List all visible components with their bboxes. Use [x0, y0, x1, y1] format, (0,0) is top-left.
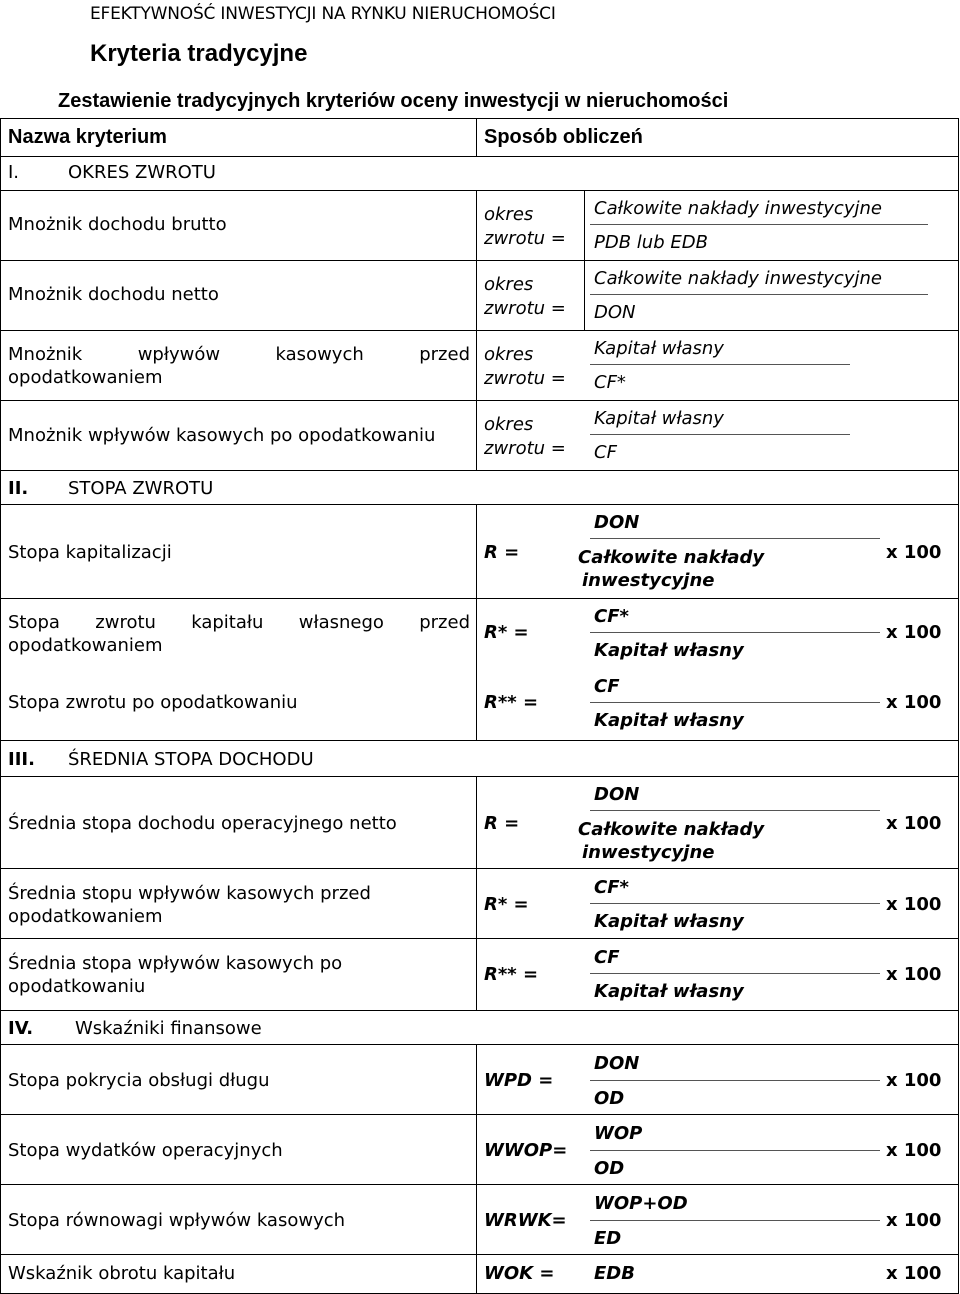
criterion-name: Stopa wydatków operacyjnych: [8, 1140, 283, 1161]
formula-denominator: Kapitał własny: [594, 911, 744, 932]
formula-lhs: R =: [484, 813, 520, 834]
formula-lhs: WWOP=: [484, 1140, 568, 1161]
formula-numerator: WOP+OD: [594, 1193, 688, 1214]
formula-lhs: WRWK=: [484, 1210, 567, 1231]
formula-lhs: zwrotu =: [484, 368, 566, 389]
row-divider: [0, 1010, 959, 1011]
formula-numerator: CF*: [594, 606, 629, 627]
formula-denominator: inwestycyjne: [582, 570, 715, 591]
section-title: ŚREDNIA STOPA DOCHODU: [68, 749, 314, 770]
formula-denominator: CF: [594, 442, 617, 463]
formula-numerator: Całkowite nakłady inwestycyjne: [594, 268, 882, 289]
formula-lhs: R* =: [484, 622, 529, 643]
criterion-name: Mnożnik wpływów kasowych przed opodatkowaniem: [8, 344, 470, 388]
row-divider: [0, 1044, 959, 1045]
multiplier: x 100: [886, 1210, 942, 1231]
formula-numerator: CF: [594, 947, 620, 968]
row-divider: [0, 400, 959, 401]
running-title: EFEKTYWNOŚĆ INWESTYCJI NA RYNKU NIERUCHOMOŚCI: [90, 4, 556, 24]
table-caption: Zestawienie tradycyjnych kryteriów oceny inwestycji w nieruchomości: [58, 90, 729, 112]
multiplier: x 100: [886, 1263, 942, 1284]
fraction-bar: [590, 632, 880, 633]
formula-numerator: CF: [594, 676, 620, 697]
row-divider: [0, 260, 959, 261]
formula-lhs: zwrotu =: [484, 228, 566, 249]
row-divider: [0, 190, 959, 191]
section-title: OKRES ZWROTU: [68, 162, 216, 183]
table-top-border: [0, 118, 959, 119]
formula-lhs: zwrotu =: [484, 298, 566, 319]
formula-denominator: ED: [594, 1228, 622, 1249]
row-divider: [0, 868, 959, 869]
formula-lhs: okres: [484, 274, 534, 295]
formula-numerator: CF*: [594, 877, 629, 898]
row-divider: [0, 740, 959, 741]
criterion-name: Mnożnik dochodu brutto: [8, 214, 227, 235]
fraction-bar: [590, 364, 850, 365]
formula-value: EDB: [594, 1263, 635, 1284]
row-divider: [0, 330, 959, 331]
multiplier: x 100: [886, 894, 942, 915]
formula-numerator: Kapitał własny: [594, 408, 724, 429]
formula-numerator: DON: [594, 1053, 640, 1074]
row-divider: [0, 938, 959, 939]
formula-denominator: Kapitał własny: [594, 981, 744, 1002]
formula-lhs: R** =: [484, 964, 539, 985]
criterion-name: Średnia stopa wpływów kasowych po opodatkowaniu: [8, 953, 343, 997]
formula-denominator: CF*: [594, 372, 626, 393]
column-divider: [476, 504, 477, 740]
fraction-bar: [590, 1150, 880, 1151]
header-column-divider: [476, 118, 477, 156]
criterion-name: Stopa zwrotu kapitału własnego przed opodatkowaniem: [8, 612, 470, 656]
formula-denominator: Całkowite nakłady: [578, 819, 765, 840]
formula-numerator: WOP: [594, 1123, 643, 1144]
multiplier: x 100: [886, 692, 942, 713]
formula-numerator: DON: [594, 512, 640, 533]
section-number: III.: [8, 749, 35, 770]
column-header-method: Sposób obliczeń: [484, 126, 643, 148]
multiplier: x 100: [886, 813, 942, 834]
section-title: Wskaźniki finansowe: [75, 1018, 262, 1039]
formula-denominator: PDB lub EDB: [594, 232, 708, 253]
criterion-name: Mnożnik dochodu netto: [8, 284, 219, 305]
criterion-name: Wskaźnik obrotu kapitału: [8, 1263, 236, 1284]
column-header-name: Nazwa kryterium: [8, 126, 167, 148]
formula-denominator: inwestycyjne: [582, 842, 715, 863]
row-divider: [0, 470, 959, 471]
formula-denominator: DON: [594, 302, 636, 323]
section-number: I.: [8, 162, 20, 183]
section-number: II.: [8, 478, 29, 499]
table-left-border: [0, 118, 1, 1294]
formula-lhs: okres: [484, 344, 534, 365]
row-divider: [0, 1184, 959, 1185]
formula-denominator: Całkowite nakłady: [578, 547, 765, 568]
formula-denominator: Kapitał własny: [594, 640, 744, 661]
row-divider: [0, 1254, 959, 1255]
formula-lhs: R* =: [484, 894, 529, 915]
criterion-name: Mnożnik wpływów kasowych po opodatkowaniu: [8, 425, 436, 446]
row-divider: [0, 776, 959, 777]
formula-lhs: WPD =: [484, 1070, 554, 1091]
fraction-bar: [590, 973, 880, 974]
row-divider: [0, 156, 959, 157]
section-title: STOPA ZWROTU: [68, 478, 214, 499]
row-divider: [0, 598, 959, 599]
multiplier: x 100: [886, 1140, 942, 1161]
formula-numerator: Całkowite nakłady inwestycyjne: [594, 198, 882, 219]
row-divider: [0, 504, 959, 505]
fraction-bar: [590, 810, 880, 811]
criterion-name: Stopa kapitalizacji: [8, 542, 172, 563]
criterion-name: Średnia stopu wpływów kasowych przed opodatkowaniem: [8, 883, 371, 927]
formula-lhs: R** =: [484, 692, 539, 713]
formula-numerator: Kapitał własny: [594, 338, 724, 359]
fraction-bar: [590, 1080, 880, 1081]
criterion-name: Stopa pokrycia obsługi długu: [8, 1070, 270, 1091]
column-divider: [476, 1044, 477, 1294]
table-right-border: [958, 118, 959, 1294]
multiplier: x 100: [886, 964, 942, 985]
formula-lhs: okres: [484, 204, 534, 225]
formula-denominator: OD: [594, 1158, 625, 1179]
multiplier: x 100: [886, 542, 942, 563]
formula-lhs: okres: [484, 414, 534, 435]
criterion-name: Stopa równowagi wpływów kasowych: [8, 1210, 346, 1231]
page-title: Kryteria tradycyjne: [90, 40, 308, 67]
formula-numerator: DON: [594, 784, 640, 805]
multiplier: x 100: [886, 622, 942, 643]
fraction-bar: [590, 434, 850, 435]
criterion-name: Stopa zwrotu po opodatkowaniu: [8, 692, 298, 713]
fraction-bar: [590, 538, 880, 539]
column-divider: [476, 776, 477, 1010]
formula-denominator: Kapitał własny: [594, 710, 744, 731]
formula-lhs: WOK =: [484, 1263, 555, 1284]
multiplier: x 100: [886, 1070, 942, 1091]
section-number: IV.: [8, 1018, 34, 1039]
fraction-bar: [590, 294, 928, 295]
row-divider: [0, 1114, 959, 1115]
fraction-bar: [590, 702, 880, 703]
criterion-name: Średnia stopa dochodu operacyjnego netto: [8, 813, 397, 834]
formula-lhs: R =: [484, 542, 520, 563]
fraction-bar: [590, 1220, 880, 1221]
formula-lhs: zwrotu =: [484, 438, 566, 459]
fraction-bar: [590, 224, 928, 225]
fraction-bar: [590, 903, 880, 904]
formula-denominator: OD: [594, 1088, 625, 1109]
